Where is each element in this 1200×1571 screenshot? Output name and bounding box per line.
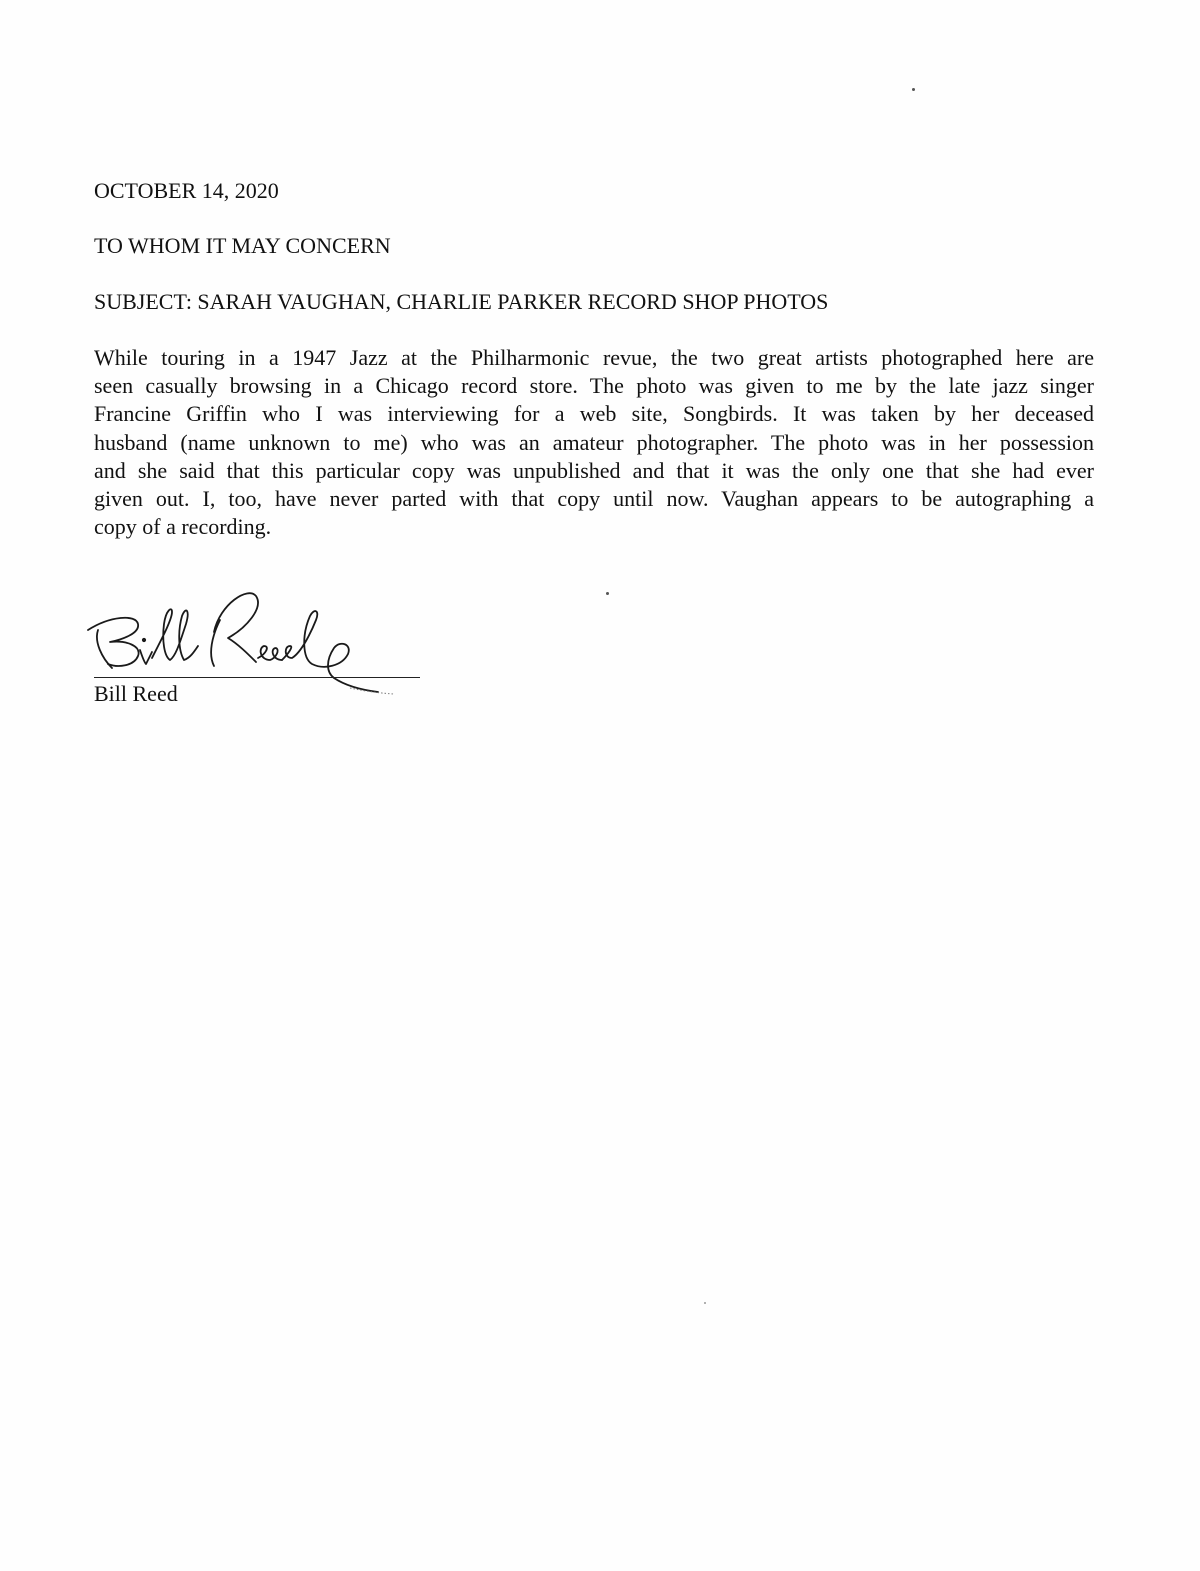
body-line: and she said that this particular copy was unpublished and that it was the only one that she had ever — [94, 457, 1094, 483]
paper-speck — [704, 1302, 706, 1304]
body-line: husband (name unknown to me) who was an amateur photographer. The photo was in her possession — [94, 429, 1094, 455]
letter-date: OCTOBER 14, 2020 — [94, 178, 279, 203]
subject-line: SUBJECT: SARAH VAUGHAN, CHARLIE PARKER RECORD SHOP PHOTOS — [94, 289, 829, 314]
signature-line — [94, 677, 420, 678]
paper-speck — [912, 88, 915, 91]
body-line: given out. I, too, have never parted with that copy until now. Vaughan appears to be autographing a — [94, 486, 1094, 512]
body-line: seen casually browsing in a Chicago record store. The photo was given to me by the late jazz singer — [94, 373, 1094, 399]
body-line: Francine Griffin who I was interviewing for a web site, Songbirds. It was taken by her deceased — [94, 401, 1094, 427]
salutation: TO WHOM IT MAY CONCERN — [94, 233, 391, 258]
signer-name: Bill Reed — [94, 681, 178, 706]
paper-speck — [606, 592, 609, 595]
letter-body — [94, 344, 1094, 541]
body-line: While touring in a 1947 Jazz at the Philharmonic revue, the two great artists photographed here are — [94, 345, 1094, 370]
body-line: copy of a recording. — [94, 514, 272, 540]
